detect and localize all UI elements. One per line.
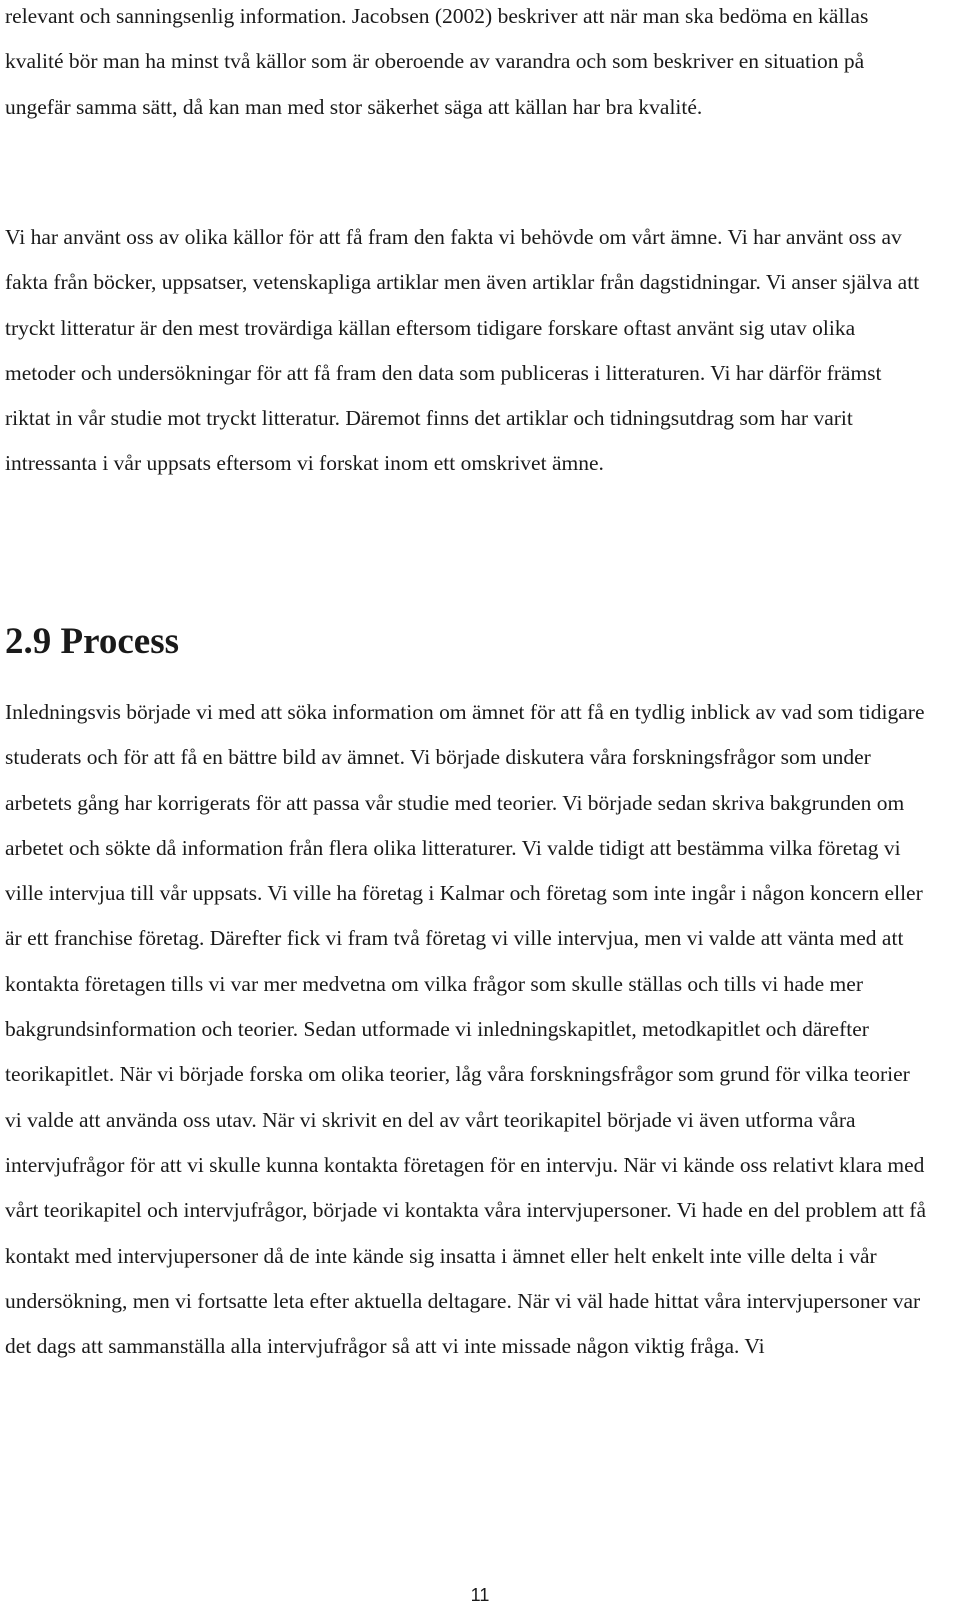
paragraph-process: Inledningsvis började vi med att söka information om ämnet för att få en tydlig inblick av vad som tidigare studerats och för att få en bättre bild av ämnet. Vi började diskutera våra forskningsfrågor som under arbetets gång har korrigerats för att passa vår studie med teorier. Vi började sedan skriva bakgrunden om arbetet och sökte då information från flera olika litteraturer. Vi valde tidigt att bestämma vilka företag vi ville intervjua till vår uppsats. Vi ville ha företag i Kalmar och företag som inte ingår i någon koncern eller är ett franchise företag. Därefter fick vi fram två företag vi ville intervjua, men vi valde att vänta med att kontakta företagen tills vi var mer medvetna om vilka frågor som skulle ställas och tills vi hade mer bakgrundsinformation och teorier. Sedan utformade vi inledningskapitlet, metodkapitlet och därefter teorikapitlet. När vi började forska om olika teorier, låg våra forskningsfrågor som grund för vilka teorier vi valde att använda oss utav. När vi skrivit en del av vårt teorikapitel började vi även utforma våra intervjufrågor för att vi skulle kunna kontakta företagen för en intervju. När vi kände oss relativt klara med vårt teorikapitel och intervjufrågor, började vi kontakta våra intervjupersoner. Vi hade en del problem att få kontakt med intervjupersoner då de inte kände sig insatta i ämnet eller helt enkelt inte ville delta i vår undersökning, men vi fortsatte leta efter aktuella deltagare. När vi väl hade hittat våra intervjupersoner var det dags att sammanställa alla intervjufrågor så att vi inte missade någon viktig fråga. Vi xyxy=(5,700,927,1359)
paragraph-source-quality: relevant och sanningsenlig information. Jacobsen (2002) beskriver att när man ska bedöma en källas kvalité bör man ha minst två källor som är oberoende av varandra och som beskriver en situation på ungefär samma sätt, då kan man med stor säkerhet säga att källan har bra kvalité. xyxy=(5,4,869,119)
page-number: 11 xyxy=(470,1585,490,1605)
section-heading: 2.9 Process xyxy=(5,621,179,662)
paragraph-sources-used: Vi har använt oss av olika källor för att få fram den fakta vi behövde om vårt ämne. Vi har använt oss av fakta från böcker, uppsatser, vetenskapliga artiklar men även artiklar från dagstidningar. Vi anser själva att tryckt litteratur är den mest trovärdiga källan eftersom tidigare forskare oftast använt sig utav olika metoder och undersökningar för att få fram den data som publiceras i litteraturen. Vi har därför främst riktat in vår studie mot tryckt litteratur. Däremot finns det artiklar och tidningsutdrag som har varit intressanta i vår uppsats eftersom vi forskat inom ett omskrivet ämne. xyxy=(5,225,920,476)
